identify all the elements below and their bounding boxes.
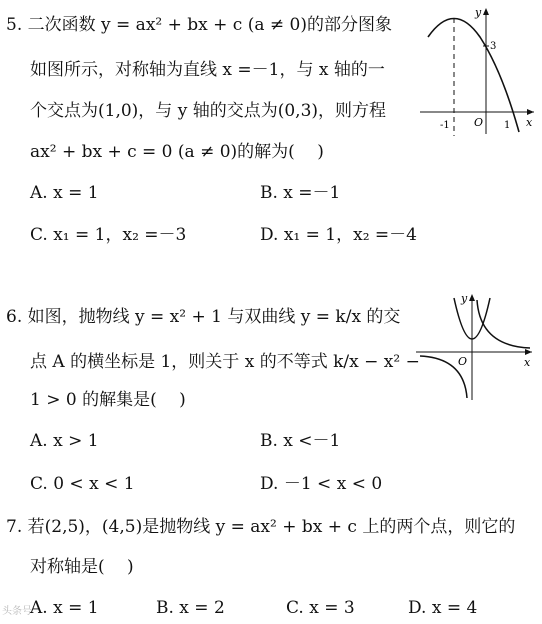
- q6-hyperbola-figure: [414, 290, 538, 402]
- q5-parabola-figure: [418, 4, 540, 138]
- q6-line-3: 1 > 0 的解集是( ): [30, 390, 186, 410]
- q5-line-4: ax² + bx + c = 0 (a ≠ 0)的解为( ): [30, 142, 324, 162]
- q5-line-2: 如图所示，对称轴为直线 x =－1，与 x 轴的一: [30, 60, 385, 80]
- q5-tick-label-3: 3: [490, 41, 497, 52]
- q6-x-arrow: [525, 349, 532, 355]
- q7-option-a[interactable]: A. x = 1: [30, 598, 99, 618]
- q5-parabola-curve: [428, 19, 519, 133]
- q5-option-d[interactable]: D. x₁ = 1，x₂ =－4: [260, 225, 417, 245]
- q5-option-c[interactable]: C. x₁ = 1，x₂ =－3: [30, 225, 187, 245]
- q6-y-arrow: [469, 294, 475, 301]
- q6-hyperbola-branch-1: [477, 300, 530, 348]
- q6-option-c[interactable]: C. 0 < x < 1: [30, 474, 135, 494]
- q5-line-3: 个交点为(1,0)，与 y 轴的交点为(0,3)，则方程: [30, 101, 387, 121]
- q5-option-a[interactable]: A. x = 1: [30, 183, 99, 203]
- q5-option-b[interactable]: B. x =－1: [260, 183, 341, 203]
- q7-line-2: 对称轴是( ): [30, 557, 134, 577]
- q5-y-label: y: [475, 6, 482, 19]
- q5-x-arrow: [527, 109, 534, 115]
- q5-origin-label: O: [474, 116, 484, 129]
- q6-y-label: y: [461, 292, 468, 305]
- q7-option-d[interactable]: D. x = 4: [408, 598, 478, 618]
- q5-tick-label-1: 1: [504, 120, 511, 131]
- q6-option-a[interactable]: A. x > 1: [30, 431, 99, 451]
- watermark-logo: 头条号: [2, 606, 32, 617]
- q5-x-label: x: [526, 116, 533, 129]
- q6-line-1: 6. 如图，抛物线 y = x² + 1 与双曲线 y = k/x 的交: [6, 307, 401, 327]
- q6-option-d[interactable]: D. －1 < x < 0: [260, 474, 383, 494]
- q5-line-1: 5. 二次函数 y = ax² + bx + c (a ≠ 0)的部分图象: [6, 15, 392, 35]
- q6-x-label: x: [524, 356, 531, 369]
- q5-tick-label-neg1: -1: [440, 120, 450, 131]
- q6-option-b[interactable]: B. x <－1: [260, 431, 341, 451]
- q6-origin-label: O: [458, 355, 468, 368]
- q7-option-b[interactable]: B. x = 2: [156, 598, 225, 618]
- q7-option-c[interactable]: C. x = 3: [286, 598, 355, 618]
- q6-line-2: 点 A 的横坐标是 1，则关于 x 的不等式 k/x − x² −: [30, 352, 420, 372]
- q5-y-arrow: [483, 8, 489, 15]
- q7-line-1: 7. 若(2,5)，(4,5)是抛物线 y = ax² + bx + c 上的两个点，则它的: [6, 517, 516, 537]
